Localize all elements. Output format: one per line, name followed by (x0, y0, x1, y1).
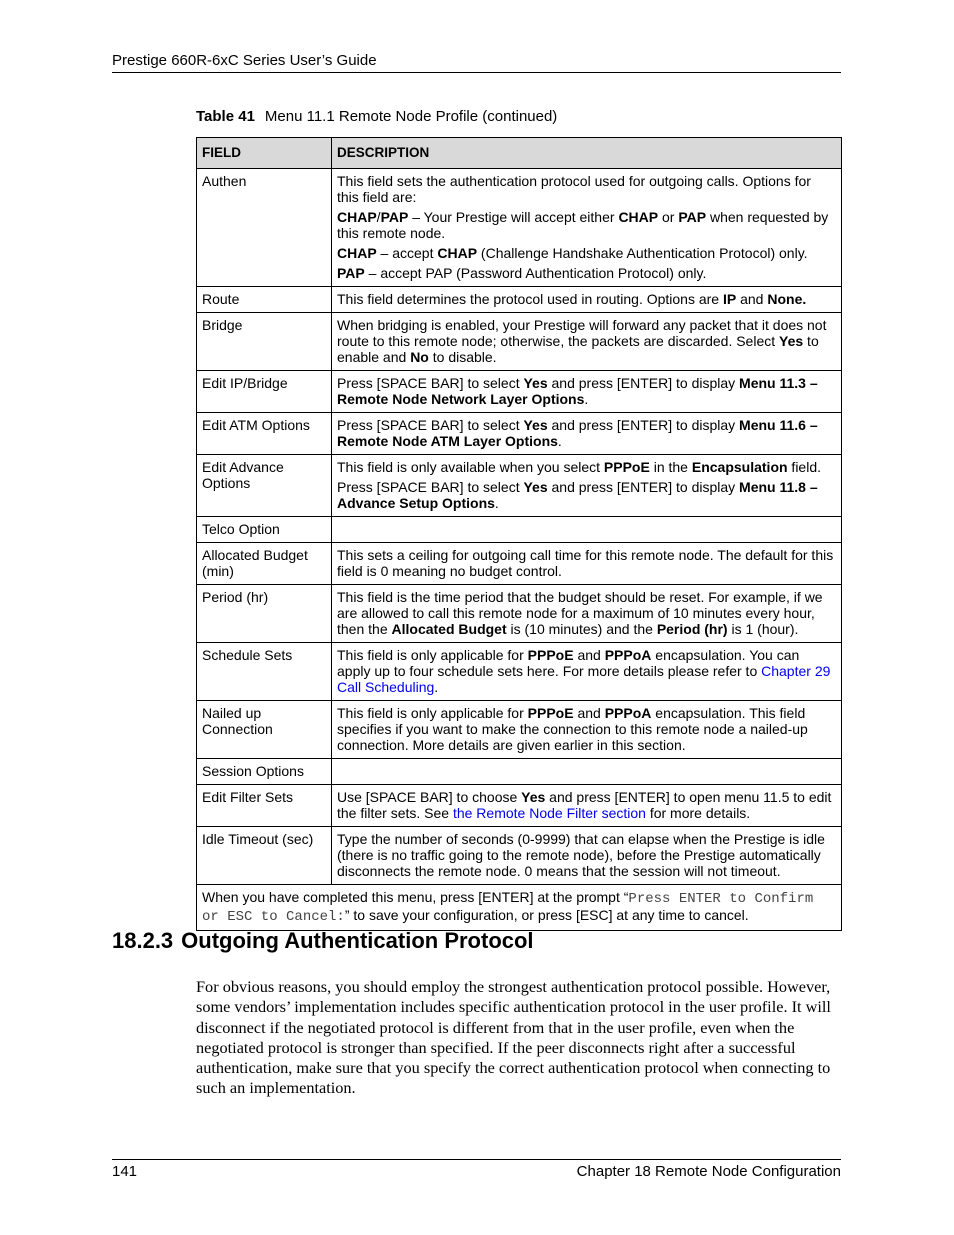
description-cell (332, 455, 842, 517)
description-text: CHAP – accept CHAP (Challenge Handshake Authentication Protocol) only. (337, 245, 808, 261)
table-row (197, 455, 842, 517)
field-cell: Edit ATM Options (197, 413, 332, 455)
field-cell: Schedule Sets (197, 643, 332, 701)
field-cell: Bridge (197, 313, 332, 371)
table-footer-cell: When you have completed this menu, press [ENTER] at the prompt “Press ENTER to Confirm or ESC to Cancel:” to save your configuration, or press [ESC] at any time to cancel. (197, 885, 842, 931)
description-cell: When bridging is enabled, your Prestige will forward any packet that it does not route to this remote node; otherwise, the packets are discarded. Select Yes to enable and No to disable. (332, 313, 842, 371)
description-cell: Type the number of seconds (0-9999) that can elapse when the Prestige is idle (there is no traffic going to the remote node), before the Prestige automatically disconnects the remote node. 0 means that the session will not timeout. (332, 827, 842, 885)
section-number: 18.2.3 (112, 928, 174, 953)
column-header-description: DESCRIPTION (332, 138, 842, 169)
field-cell: Period (hr) (197, 585, 332, 643)
chapter-29-link[interactable]: Chapter 29 Call Scheduling (337, 663, 831, 695)
table-row (197, 517, 842, 543)
guide-title: Prestige 660R-6xC Series User’s Guide (112, 52, 377, 69)
table-header-row (197, 138, 842, 169)
body-paragraph: For obvious reasons, you should employ the strongest authentication protocol possible. However, some vendors’ implementation includes specific authentication protocol in the user profile. It will disconnect if the negotiated protocol is different from that in the user profile, even when the negotiated protocol is stronger than specified. If the peer disconnects right after a successful authentication, make sure that you specify the correct authentication protocol when connecting to such an implementation. (196, 977, 831, 1098)
table-row (197, 413, 842, 455)
page-header (112, 52, 841, 73)
table-row (197, 785, 842, 827)
table-row (197, 759, 842, 785)
table-row (197, 585, 842, 643)
description-cell (332, 759, 842, 785)
remote-node-filter-link[interactable]: the Remote Node Filter section (452, 805, 646, 821)
remote-node-profile-table (196, 137, 842, 931)
column-header-field: FIELD (197, 138, 332, 169)
prompt-text: Press ENTER to Confirm or ESC to Cancel: (202, 891, 814, 925)
description-text: This field is only available when you select PPPoE in the Encapsulation field. (337, 459, 822, 475)
section-title: Outgoing Authentication Protocol (181, 928, 534, 953)
description-cell: Press [SPACE BAR] to select Yes and press [ENTER] to display Menu 11.3 – Remote Node Network Layer Options. (332, 371, 842, 413)
field-cell: Edit IP/Bridge (197, 371, 332, 413)
field-cell: Edit Advance Options (197, 455, 332, 517)
description-cell: This sets a ceiling for outgoing call time for this remote node. The default for this field is 0 meaning no budget control. (332, 543, 842, 585)
description-cell: Use [SPACE BAR] to choose Yes and press [ENTER] to open menu 11.5 to edit the filter sets. See the Remote Node Filter section for more details. (332, 785, 842, 827)
description-cell: Press [SPACE BAR] to select Yes and press [ENTER] to display Menu 11.6 – Remote Node ATM Layer Options. (332, 413, 842, 455)
table-footer-row (197, 885, 842, 931)
field-cell: Idle Timeout (sec) (197, 827, 332, 885)
chapter-title: Chapter 18 Remote Node Configuration (576, 1163, 841, 1180)
description-text: Press [SPACE BAR] to select Yes and press [ENTER] to display Menu 11.8 – Advance Setup Options. (337, 479, 818, 511)
page-footer (112, 1159, 841, 1184)
description-text: CHAP/PAP – Your Prestige will accept either CHAP or PAP when requested by this remote node. (337, 209, 829, 241)
table-row (197, 169, 842, 287)
table-row (197, 371, 842, 413)
description-text: This field sets the authentication protocol used for outgoing calls. Options for this field are: (337, 173, 811, 205)
field-cell: Nailed up Connection (197, 701, 332, 759)
description-cell (332, 517, 842, 543)
table-row (197, 543, 842, 585)
table-row (197, 287, 842, 313)
table-caption-text: Menu 11.1 Remote Node Profile (continued) (264, 108, 558, 125)
description-cell: This field is only applicable for PPPoE and PPPoA encapsulation. You can apply up to four schedule sets here. For more details please refer to Chapter 29 Call Scheduling. (332, 643, 842, 701)
table-caption (196, 108, 557, 125)
description-cell (332, 169, 842, 287)
description-cell: This field determines the protocol used in routing. Options are IP and None. (332, 287, 842, 313)
table-caption-label: Table 41 (196, 108, 255, 125)
table-row (197, 701, 842, 759)
page-number: 141 (112, 1163, 138, 1180)
description-cell: This field is only applicable for PPPoE and PPPoA encapsulation. This field specifies if you want to make the connection to this remote node a nailed-up connection. More details are given earlier in this section. (332, 701, 842, 759)
field-cell: Edit Filter Sets (197, 785, 332, 827)
field-cell: Route (197, 287, 332, 313)
field-cell: Allocated Budget (min) (197, 543, 332, 585)
table-row (197, 827, 842, 885)
field-cell: Session Options (197, 759, 332, 785)
table-row (197, 643, 842, 701)
description-text: PAP – accept PAP (Password Authentication Protocol) only. (337, 265, 707, 281)
field-cell: Authen (197, 169, 332, 287)
section-heading (112, 928, 534, 954)
description-cell: This field is the time period that the budget should be reset. For example, if we are allowed to call this remote node for a maximum of 10 minutes every hour, then the Allocated Budget is (10 minutes) and the Period (hr) is 1 (hour). (332, 585, 842, 643)
field-cell: Telco Option (197, 517, 332, 543)
table-row (197, 313, 842, 371)
